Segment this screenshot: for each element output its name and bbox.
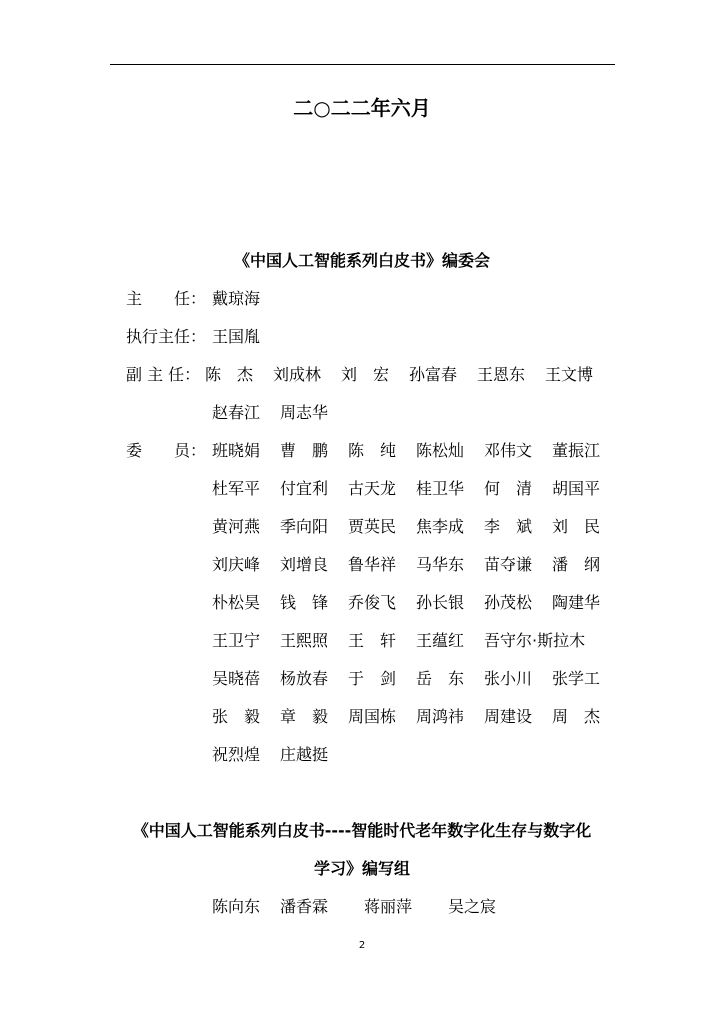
group-member: 陈向东: [212, 897, 261, 916]
exec-chair-label: 执行主任：: [126, 327, 207, 346]
committee-member: 于 剑: [348, 669, 397, 688]
chair-label: 主 任：: [126, 289, 207, 308]
committee-member: 张学工: [552, 669, 601, 688]
vice-chair-name: 陈 杰: [205, 365, 254, 384]
member-label: 委 员：: [126, 441, 207, 460]
vice-chair-name: 周志华: [280, 403, 329, 422]
group-title-line1: 《中国人工智能系列白皮书----智能时代老年数字化生存与数字化: [132, 821, 592, 840]
vice-chair-label: 副 主 任：: [126, 365, 201, 384]
committee-member: 董振江: [552, 441, 601, 460]
committee-member: 钱 锋: [280, 593, 329, 612]
group-title-line2: 学习》编写组: [313, 859, 410, 878]
group-member: 蒋丽萍: [364, 897, 413, 916]
committee-member: 焦李成: [416, 517, 465, 536]
committee-member: 苗夺谦: [484, 555, 533, 574]
committee-member: 周国栋: [348, 707, 397, 726]
committee-member: 胡国平: [552, 479, 601, 498]
vice-chair-name: 赵春江: [212, 403, 261, 422]
committee-member: 鲁华祥: [348, 555, 397, 574]
committee-member: 张小川: [484, 669, 533, 688]
committee-member: 杜军平: [212, 479, 261, 498]
committee-member: 陈松灿: [416, 441, 465, 460]
committee-member: 曹 鹏: [280, 441, 329, 460]
page-number: 2: [358, 940, 366, 951]
committee-member: 乔俊飞: [348, 593, 397, 612]
chair-name: 戴琼海: [212, 289, 261, 308]
committee-member: 桂卫华: [416, 479, 465, 498]
committee-member: 庄越挺: [280, 745, 329, 764]
committee-member: 朴松昊: [212, 593, 261, 612]
committee-member: 章 毅: [280, 707, 329, 726]
committee-member: 周建设: [484, 707, 533, 726]
committee-member: 刘庆峰: [212, 555, 261, 574]
committee-member: 周 杰: [552, 707, 601, 726]
committee-member: 刘增良: [280, 555, 329, 574]
vice-chair-name: 刘成林: [273, 365, 322, 384]
committee-member: 黄河燕: [212, 517, 261, 536]
committee-member: 季向阳: [280, 517, 329, 536]
group-member: 吴之宸: [448, 897, 497, 916]
committee-member: 杨放春: [280, 669, 329, 688]
committee-member: 吴晓蓓: [212, 669, 261, 688]
committee-member: 潘 纲: [552, 555, 601, 574]
committee-member: 班晓娟: [212, 441, 261, 460]
vice-chair-name: 孙富春: [409, 365, 458, 384]
committee-member: 王卫宁: [212, 631, 261, 650]
publication-date: 二○二二年六月: [293, 96, 431, 120]
committee-member: 刘 民: [552, 517, 601, 536]
committee-member: 古天龙: [348, 479, 397, 498]
committee-member: 付宜利: [280, 479, 329, 498]
committee-member: 王 轩: [348, 631, 397, 650]
committee-member: 王熙照: [280, 631, 329, 650]
committee-title: 《中国人工智能系列白皮书》编委会: [233, 251, 490, 270]
committee-member: 祝烈煌: [212, 745, 261, 764]
group-member: 潘香霖: [280, 897, 329, 916]
committee-member: 吾守尔·斯拉木: [484, 631, 586, 650]
committee-member: 张 毅: [212, 707, 261, 726]
committee-member: 李 斌: [484, 517, 533, 536]
committee-member: 陈 纯: [348, 441, 397, 460]
committee-member: 岳 东: [416, 669, 465, 688]
committee-member: 何 清: [484, 479, 533, 498]
vice-chair-name: 王文博: [545, 365, 594, 384]
header-rule: [110, 64, 615, 65]
committee-member: 周鸿祎: [416, 707, 465, 726]
committee-member: 孙茂松: [484, 593, 533, 612]
committee-member: 贾英民: [348, 517, 397, 536]
exec-chair-name: 王国胤: [212, 327, 261, 346]
committee-member: 邓伟文: [484, 441, 533, 460]
vice-chair-name: 王恩东: [477, 365, 526, 384]
vice-chair-name: 刘 宏: [341, 365, 390, 384]
committee-member: 王蕴红: [416, 631, 465, 650]
committee-member: 陶建华: [552, 593, 601, 612]
committee-member: 孙长银: [416, 593, 465, 612]
committee-member: 马华东: [416, 555, 465, 574]
